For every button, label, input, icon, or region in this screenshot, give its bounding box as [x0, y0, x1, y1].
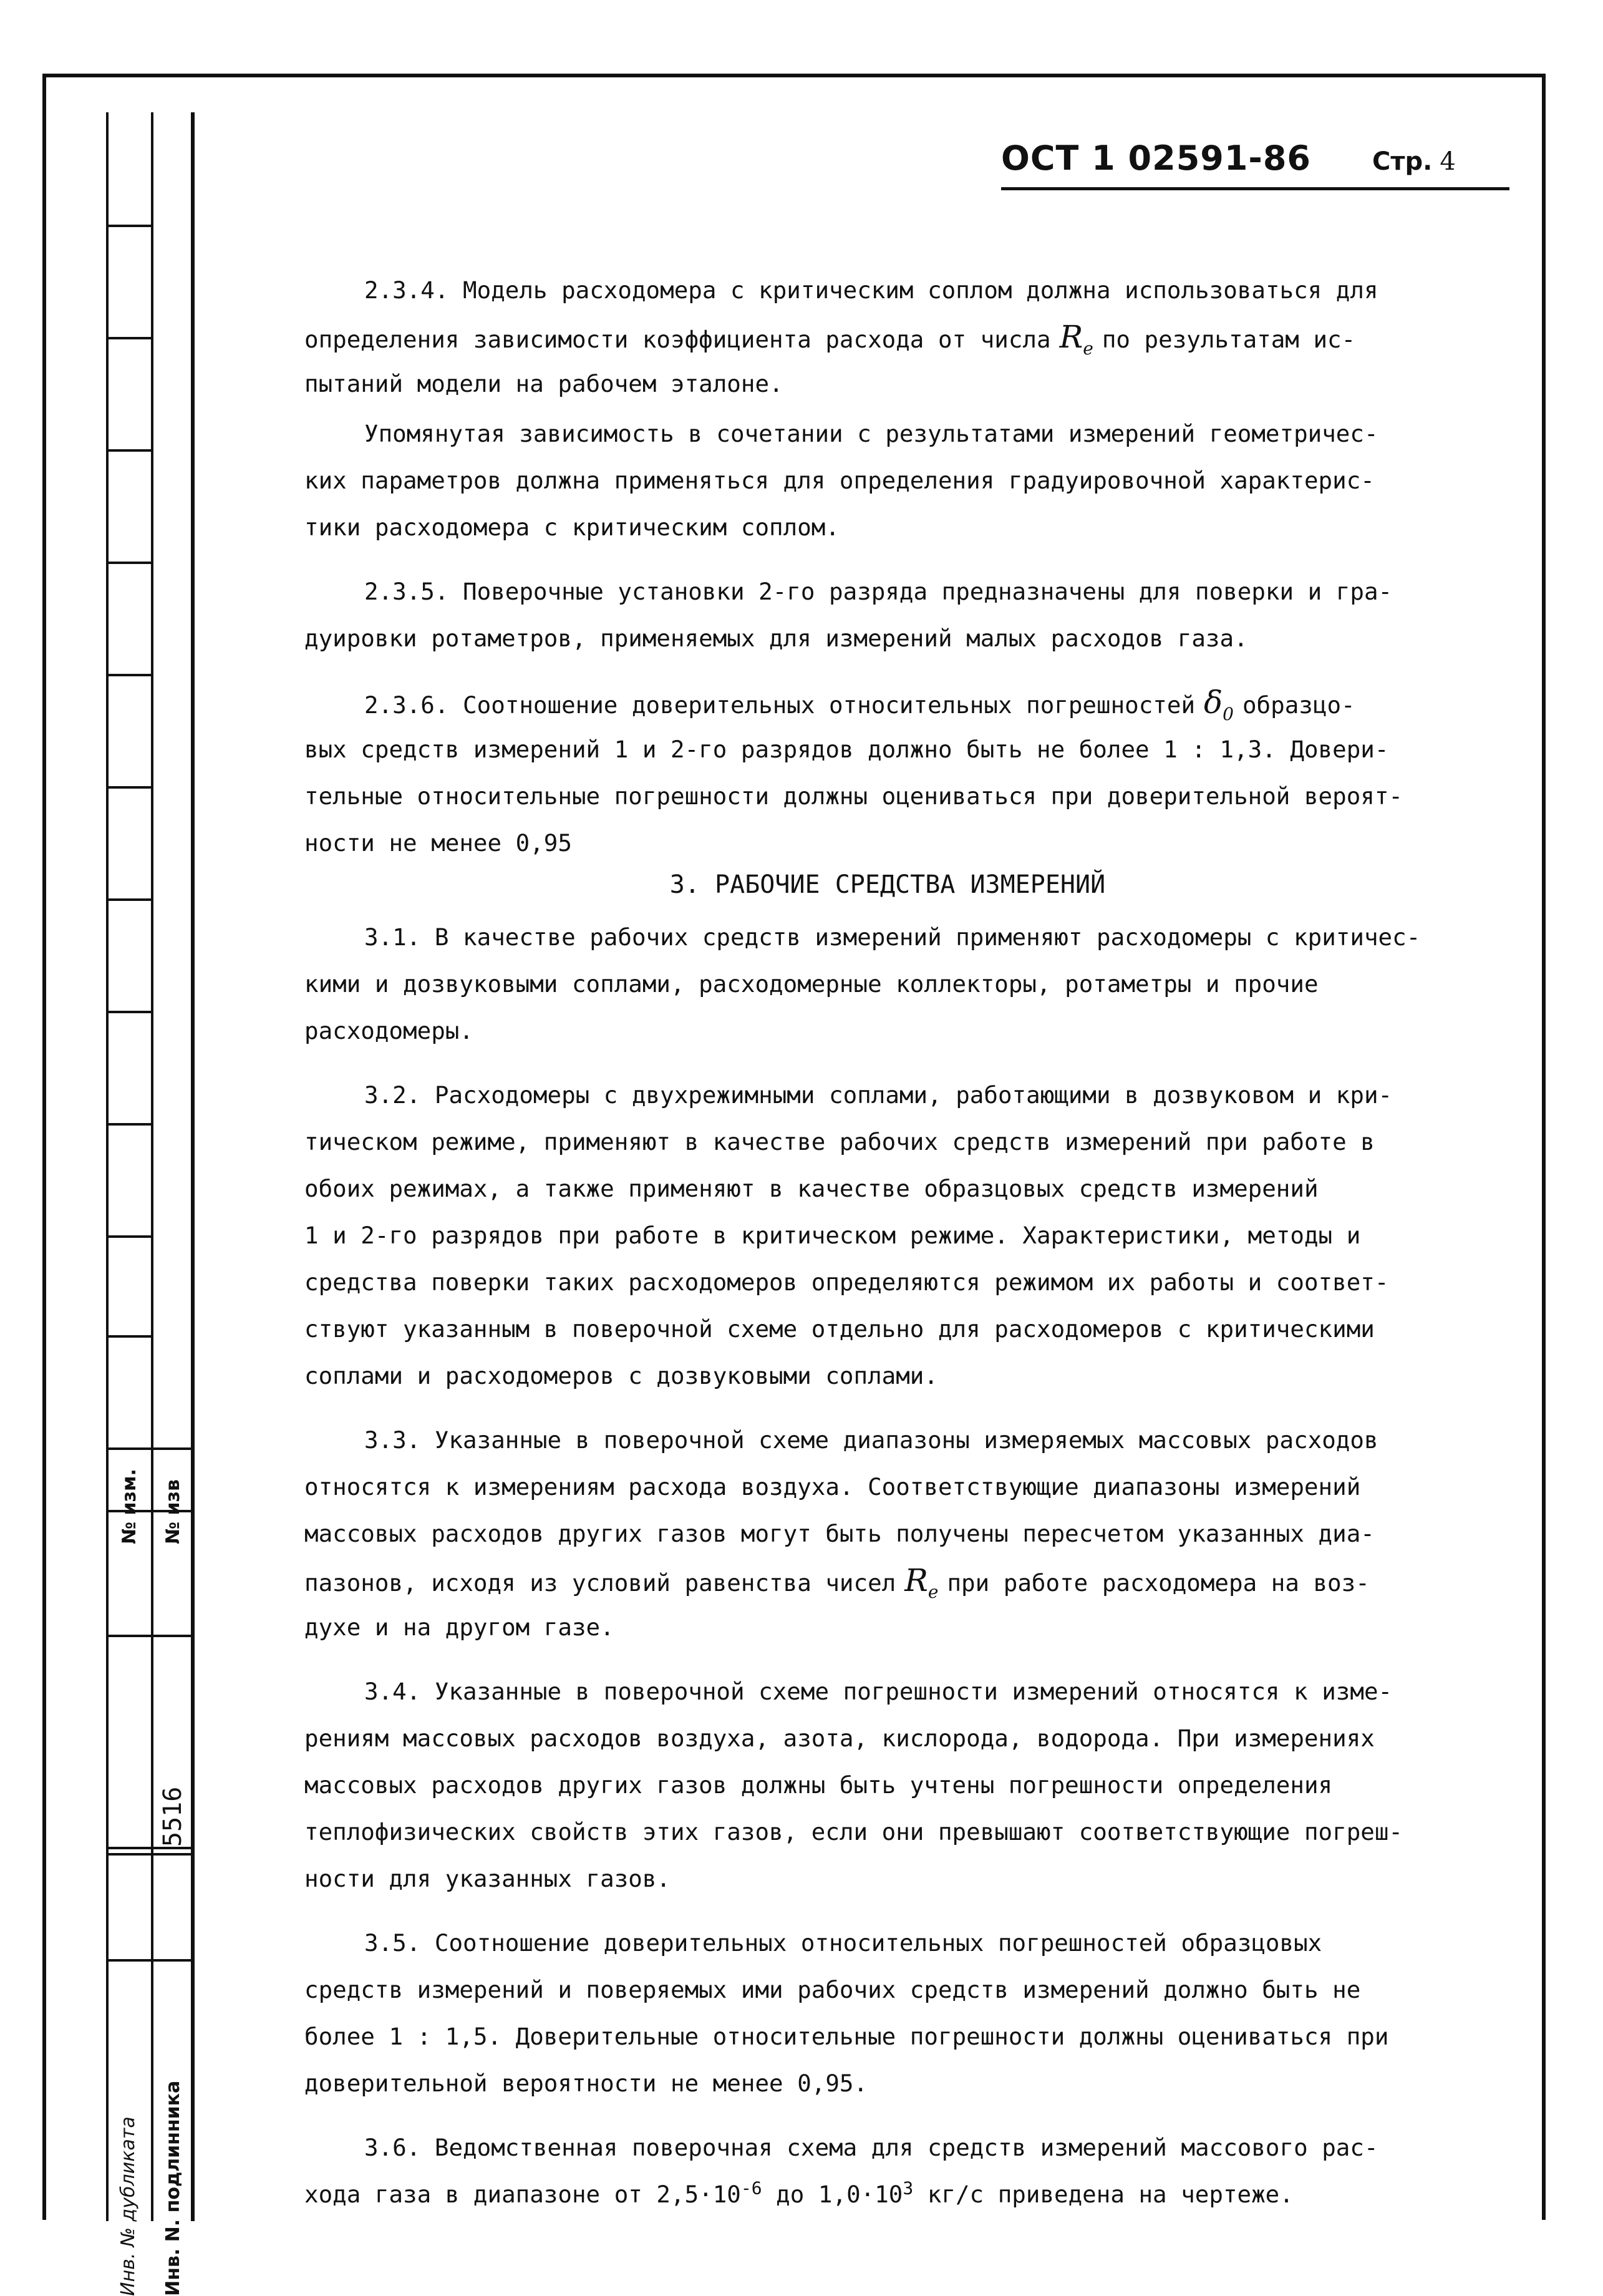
text-line: 3.2. Расходомеры с двухрежимными соплами, работающими в дозвуковом и кри- — [364, 1081, 1393, 1109]
text-line: 1 и 2-го разрядов при работе в критическом режиме. Характеристики, методы и — [304, 1222, 1361, 1249]
text-line — [304, 314, 1446, 361]
text-line: ствуют указанным в поверочной схеме отдельно для расходомеров с критическими — [304, 1315, 1375, 1343]
text-line: духе и на другом газе. — [304, 1613, 614, 1641]
stamp-strip — [106, 112, 195, 2296]
strip-rule — [109, 1635, 191, 1637]
text-fragment: хода газа в диапазоне от 2,5·10 — [304, 2181, 741, 2208]
strip-rule — [109, 1847, 191, 1849]
text-line: Упомянутая зависимость в сочетании с результатами измерений геометричес- — [364, 420, 1378, 447]
strip-rule — [109, 562, 153, 564]
text-fragment: при работе расходомера на воз- — [947, 1569, 1370, 1597]
text-line: тическом режиме, применяют в качестве рабочих средств измерений при работе в — [304, 1128, 1375, 1155]
text-line: ких параметров должна применяться для определения градуировочной характерис- — [304, 467, 1375, 494]
text-line: более 1 : 1,5. Доверительные относительные погрешности должны оцениваться при — [304, 2023, 1389, 2050]
text-line: дуировки ротаметров, применяемых для измерений малых расходов газа. — [304, 625, 1248, 652]
text-line: массовых расходов других газов могут быть получены пересчетом указанных диа- — [304, 1520, 1375, 1547]
text-line: тики расходомера с критическим соплом. — [304, 513, 840, 541]
text-line: ности для указанных газов. — [304, 1865, 671, 1892]
text-line: 3.6. Ведомственная поверочная схема для средств измерений массового рас- — [364, 2134, 1378, 2161]
text-line: соплами и расходомеров с дозвуковыми соплами. — [304, 1362, 938, 1389]
text-fragment: 2.3.6. Соотношение доверительных относительных погрешностей — [364, 691, 1196, 719]
text-line: относятся к измерениям расхода воздуха. Соответствующие диапазоны измерений — [304, 1473, 1361, 1501]
text-line: ности не менее 0,95 — [304, 829, 572, 857]
stamp-inv-dublikata: Инв. № дубликата — [117, 2116, 139, 2296]
strip-rule — [109, 337, 153, 339]
page-label-text: Стр. — [1372, 147, 1433, 176]
text-fragment: по результатам ис- — [1102, 326, 1356, 353]
strip-rule — [109, 786, 153, 789]
text-line: тельные относительные погрешности должны оцениваться при доверительной вероят- — [304, 782, 1403, 810]
text-line: теплофизических свойств этих газов, если они превышают соответствующие погреш- — [304, 1818, 1403, 1846]
doc-id: ОСТ 1 02591-86 — [1001, 139, 1311, 178]
page-number: 4 — [1440, 147, 1456, 176]
strip-rule — [109, 898, 153, 901]
text-line: доверительной вероятности не менее 0,95. — [304, 2070, 868, 2097]
strip-divider — [151, 112, 153, 2221]
text-line: обоих режимах, а также применяют в качестве образцовых средств измерений — [304, 1175, 1319, 1202]
symbol-main: R — [904, 1562, 928, 1598]
text-line: 3.5. Соотношение доверительных относительных погрешностей образцовых — [364, 1929, 1322, 1957]
text-line: 2.3.5. Поверочные установки 2-го разряда предназначены для поверки и гра- — [364, 578, 1393, 605]
stamp-izv: № изв — [162, 1479, 184, 1544]
text-line: кими и дозвуковыми соплами, расходомерные коллекторы, ротаметры и прочие — [304, 970, 1319, 998]
text-line: 3.4. Указанные в поверочной схеме погрешности измерений относятся к изме- — [364, 1678, 1393, 1705]
page-label — [1372, 147, 1456, 176]
text-line — [304, 679, 1446, 726]
symbol-main: δ — [1204, 684, 1223, 721]
exponent: -6 — [740, 2177, 762, 2199]
text-line: вых средств измерений 1 и 2-го разрядов должно быть не более 1 : 1,3. Довери- — [304, 736, 1389, 763]
body-text — [304, 267, 1446, 2218]
reynolds-symbol — [904, 1562, 939, 1602]
text-line: рениям массовых расходов воздуха, азота, кислорода, водорода. При измерениях — [304, 1724, 1375, 1752]
text-fragment: образцо- — [1242, 691, 1355, 719]
strip-rule — [109, 1853, 191, 1856]
text-fragment: определения зависимости коэффициента расхода от числа — [304, 326, 1051, 353]
text-line: средств измерений и поверяемых ими рабочих средств измерений должно быть не — [304, 1976, 1361, 2003]
symbol-sub: e — [927, 1582, 939, 1602]
text-line: средства поверки таких расходомеров определяются режимом их работы и соответ- — [304, 1268, 1389, 1296]
strip-rule — [109, 1011, 153, 1013]
text-fragment: до 1,0·10 — [762, 2181, 903, 2208]
exponent: 3 — [903, 2177, 914, 2199]
strip-rule — [109, 1123, 153, 1126]
text-line — [304, 1557, 1446, 1604]
strip-rule — [109, 1447, 191, 1450]
stamp-inv-podlinnika: Инв. N. подлинника — [162, 2080, 184, 2296]
strip-rule — [109, 674, 153, 676]
strip-rule — [109, 449, 153, 452]
text-line: расходомеры. — [304, 1017, 473, 1044]
text-line: 2.3.4. Модель расходомера с критическим соплом должна использоваться для — [364, 276, 1378, 304]
section-heading: 3. РАБОЧИЕ СРЕДСТВА ИЗМЕРЕНИЙ — [669, 870, 1106, 899]
strip-rule — [109, 1235, 153, 1238]
symbol-sub: e — [1083, 338, 1093, 359]
text-fragment: кг/с приведена на чертеже. — [913, 2181, 1294, 2208]
symbol-main: R — [1059, 319, 1083, 355]
text-line: пытаний модели на рабочем эталоне. — [304, 370, 783, 397]
text-line: 3.3. Указанные в поверочной схеме диапазоны измеряемых массовых расходов — [364, 1426, 1378, 1454]
text-line — [304, 2171, 1446, 2218]
strip-rule — [109, 1335, 153, 1338]
delta-symbol — [1204, 684, 1234, 724]
reynolds-symbol — [1059, 319, 1093, 359]
header-rule — [1001, 187, 1509, 190]
symbol-sub: 0 — [1223, 704, 1234, 724]
text-line: 3.1. В качестве рабочих средств измерений применяют расходомеры с критичес- — [364, 923, 1421, 951]
strip-rule — [109, 1959, 191, 1962]
strip-rule — [109, 225, 153, 227]
stamp-izm: № изм. — [119, 1469, 140, 1544]
text-fragment: пазонов, исходя из условий равенства чисел — [304, 1569, 896, 1597]
stamp-inv-number: 5516 — [158, 1786, 187, 1847]
text-line: массовых расходов других газов должны быть учтены погрешности определения — [304, 1771, 1333, 1799]
